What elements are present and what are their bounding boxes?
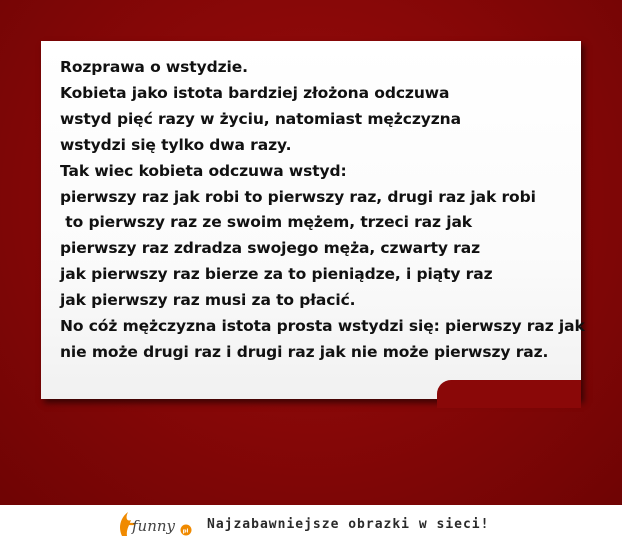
joke-line: pierwszy raz jak robi to pierwszy raz, drugi raz jak robi xyxy=(60,187,536,206)
joke-line: Tak wiec kobieta odczuwa wstyd: xyxy=(60,161,347,180)
joke-line: wstydzi się tylko dwa razy. xyxy=(60,135,292,154)
card-corner-tab xyxy=(437,380,581,408)
joke-line: to pierwszy raz ze swoim mężem, trzeci raz jak xyxy=(60,213,473,232)
joke-line: Kobieta jako istota bardziej złożona odczuwa xyxy=(60,83,450,102)
joke-line: Rozprawa o wstydzie. xyxy=(60,58,248,76)
joke-text xyxy=(60,55,585,366)
joke-line: No cóż mężczyzna istota prosta wstydzi się: pierwszy raz jak xyxy=(60,317,585,336)
joke-line: jak pierwszy raz bierze za to pieniądze, i piąty raz xyxy=(60,265,493,284)
logo-text: funny xyxy=(132,517,176,535)
logo-suffix: pl xyxy=(182,528,189,535)
joke-line: pierwszy raz zdradza swojego męża, czwarty raz xyxy=(60,239,481,258)
joke-line: jak pierwszy raz musi za to płacić. xyxy=(60,291,356,310)
joke-line: wstyd pięć razy w życiu, natomiast mężczyzna xyxy=(60,109,461,128)
tagline: Najzabawniejsze obrazki w sieci! xyxy=(207,517,490,532)
funny-logo[interactable] xyxy=(114,506,198,542)
joke-line: nie może drugi raz i drugi raz jak nie może pierwszy raz. xyxy=(60,342,549,361)
